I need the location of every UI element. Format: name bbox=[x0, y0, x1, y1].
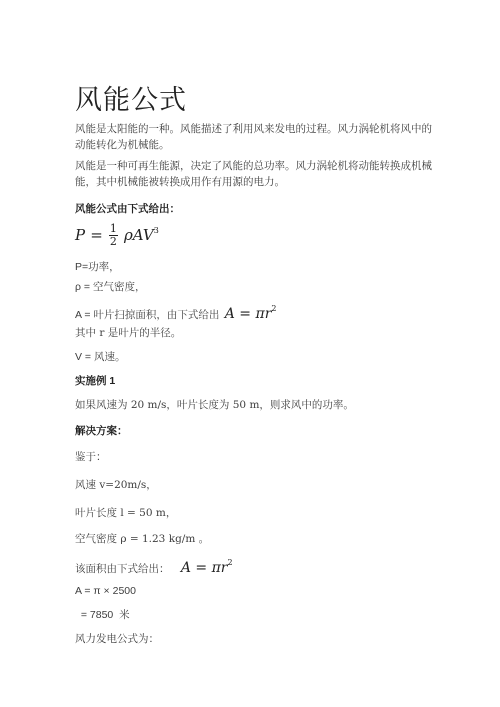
area-intro bbox=[75, 556, 233, 576]
definition-radius: 其中 r 是叶片的半径。 bbox=[75, 327, 182, 339]
example-question: 如果风速为 20 m/s，叶片长度为 50 m，则求风中的功率。 bbox=[75, 399, 354, 411]
definition-air-density: ρ = 空气密度， bbox=[75, 281, 146, 293]
example-heading: 实施例 1 bbox=[75, 375, 116, 387]
wind-power-formula bbox=[75, 223, 159, 257]
fraction-numerator: 1 bbox=[109, 222, 117, 235]
formula-exponent: 3 bbox=[153, 226, 159, 235]
formula-intro: 风能公式由下式给出： bbox=[75, 203, 180, 215]
intro-paragraph-2: 风能是一种可再生能源，决定了风能的总功率。风力涡轮机将动能转换成机械能，其中机械能被转换成用作有用源的电力。 bbox=[75, 160, 432, 188]
power-formula-intro: 风力发电公式为： bbox=[75, 633, 159, 645]
given-wind-speed: 风速 v=20m/s， bbox=[75, 479, 157, 491]
given-label: 鉴于： bbox=[75, 451, 107, 463]
fraction-denominator: 2 bbox=[109, 235, 117, 248]
definition-wind-speed: V = 风速。 bbox=[75, 351, 126, 363]
definition-area bbox=[75, 302, 277, 322]
definition-area-text: A = 叶片扫掠面积，由下式给出 bbox=[75, 309, 220, 321]
formula-equals: = bbox=[90, 226, 103, 244]
area-formula-inline: $A = \pi r^2$ bbox=[224, 304, 277, 322]
given-air-density: 空气密度 ρ = 1.23 kg/m 。 bbox=[75, 533, 210, 545]
area-intro-text: 该面积由下式给出： bbox=[75, 563, 170, 575]
given-blade-length: 叶片长度 l = 50 m， bbox=[75, 507, 177, 519]
area-calculation-2: = 7850 米 bbox=[75, 609, 130, 621]
page-title: 风能公式 bbox=[75, 85, 187, 116]
formula-rhs: ρAV bbox=[123, 226, 154, 244]
formula-lhs: P bbox=[75, 226, 86, 244]
area-formula-inline-2: $A = \pi r^2$ bbox=[180, 558, 233, 576]
area-calculation-1: A = π × 2500 bbox=[75, 585, 136, 597]
definition-power: P=功率， bbox=[75, 261, 120, 273]
intro-paragraph-1: 风能是太阳能的一种。风能描述了利用风来发电的过程。风力涡轮机将风中的动能转化为机械能。 bbox=[75, 123, 432, 151]
formula-fraction bbox=[109, 223, 118, 248]
solution-heading: 解决方案： bbox=[75, 425, 128, 437]
